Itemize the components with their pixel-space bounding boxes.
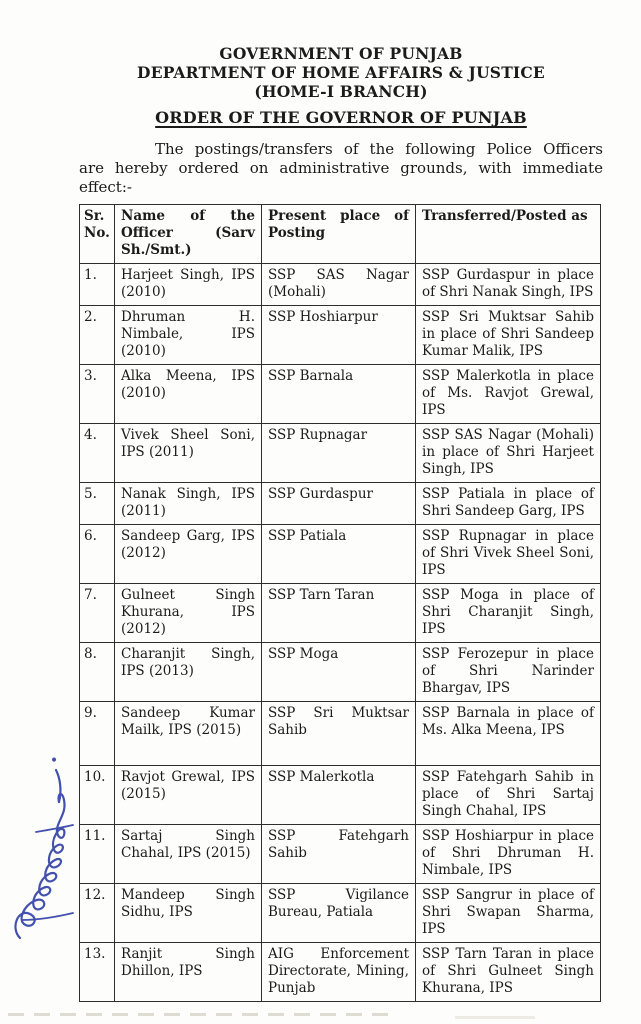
serial-number-cell: 13. [80,943,115,1002]
table-row [80,643,601,702]
transferred-posted-cell: SSP Hoshiarpur in place of Shri Dhruman H. Nimbale, IPS [416,825,601,884]
serial-number-cell: 10. [80,766,115,825]
transferred-posted-cell: SSP Patiala in place of Shri Sandeep Garg, IPS [416,483,601,525]
table-row [80,525,601,584]
present-posting-cell: SSP Gurdaspur [262,483,416,525]
present-posting-cell: SSP Moga [262,643,416,702]
officer-name-cell: Dhruman H. Nimbale, IPS (2010) [115,306,262,365]
serial-number-cell: 4. [80,424,115,483]
officer-name-cell: Harjeet Singh, IPS (2010) [115,264,262,306]
col-header-officer-name: Name of the Officer (Sarv Sh./Smt.) [115,205,262,264]
serial-number-cell: 12. [80,884,115,943]
table-row [80,424,601,483]
present-posting-cell: SSP Tarn Taran [262,584,416,643]
table-header-row [80,205,601,264]
table-row [80,365,601,424]
officer-name-cell: Gulneet Singh Khurana, IPS (2012) [115,584,262,643]
serial-number-cell: 2. [80,306,115,365]
present-posting-cell: SSP Rupnagar [262,424,416,483]
present-posting-cell: SSP Sri Muktsar Sahib [262,702,416,766]
transferred-posted-cell: SSP Ferozepur in place of Shri Narinder Bhargav, IPS [416,643,601,702]
transferred-posted-cell: SSP Malerkotla in place of Ms. Ravjot Grewal, IPS [416,365,601,424]
order-title: ORDER OF THE GOVERNOR OF PUNJAB [155,108,527,127]
col-header-transferred-posted: Transferred/Posted as [416,205,601,264]
transferred-posted-cell: SSP Fatehgarh Sahib in place of Shri Sartaj Singh Chahal, IPS [416,766,601,825]
officer-name-cell: Alka Meena, IPS (2010) [115,365,262,424]
table-row [80,766,601,825]
table-row [80,884,601,943]
present-posting-cell: SSP Vigilance Bureau, Patiala [262,884,416,943]
government-title: GOVERNMENT OF PUNJAB [219,44,463,63]
col-header-present-posting: Present place of Posting [262,205,416,264]
table-row [80,264,601,306]
serial-number-cell: 5. [80,483,115,525]
present-posting-cell: SSP SAS Nagar (Mohali) [262,264,416,306]
transferred-posted-cell: SSP Rupnagar in place of Shri Vivek Sheel Soni, IPS [416,525,601,584]
serial-number-cell: 7. [80,584,115,643]
serial-number-cell: 11. [80,825,115,884]
present-posting-cell: SSP Barnala [262,365,416,424]
officer-name-cell: Sandeep Garg, IPS (2012) [115,525,262,584]
present-posting-cell: AIG Enforcement Directorate, Mining, Punjab [262,943,416,1002]
table-row [80,702,601,766]
transferred-posted-cell: SSP Tarn Taran in place of Shri Gulneet Singh Khurana, IPS [416,943,601,1002]
serial-number-cell: 6. [80,525,115,584]
serial-number-cell: 1. [80,264,115,306]
table-body [80,264,601,1002]
serial-number-cell: 8. [80,643,115,702]
transferred-posted-cell: SSP Sangrur in place of Shri Swapan Sharma, IPS [416,884,601,943]
officer-name-cell: Nanak Singh, IPS (2011) [115,483,262,525]
scan-smudge [455,1016,535,1019]
department-title: DEPARTMENT OF HOME AFFAIRS & JUSTICE [137,63,545,82]
present-posting-cell: SSP Patiala [262,525,416,584]
handwritten-signature [2,738,82,966]
officer-name-cell: Ravjot Grewal, IPS (2015) [115,766,262,825]
intro-paragraph: The postings/transfers of the following Police Officers are hereby ordered on administrative grounds, with immediate effect:- [79,140,603,196]
present-posting-cell: SSP Hoshiarpur [262,306,416,365]
officer-name-cell: Sartaj Singh Chahal, IPS (2015) [115,825,262,884]
officer-name-cell: Vivek Sheel Soni, IPS (2011) [115,424,262,483]
transferred-posted-cell: SSP Sri Muktsar Sahib in place of Shri Sandeep Kumar Malik, IPS [416,306,601,365]
present-posting-cell: SSP Fatehgarh Sahib [262,825,416,884]
serial-number-cell: 9. [80,702,115,766]
transferred-posted-cell: SSP SAS Nagar (Mohali) in place of Shri Harjeet Singh, IPS [416,424,601,483]
transferred-posted-cell: SSP Gurdaspur in place of Shri Nanak Singh, IPS [416,264,601,306]
transferred-posted-cell: SSP Moga in place of Shri Charanjit Singh, IPS [416,584,601,643]
present-posting-cell: SSP Malerkotla [262,766,416,825]
col-header-sr-no: Sr. No. [80,205,115,264]
transferred-posted-cell: SSP Barnala in place of Ms. Alka Meena, IPS [416,702,601,766]
table-row [80,825,601,884]
table-row [80,306,601,365]
table-row [80,584,601,643]
table-row [80,943,601,1002]
scan-smudge [8,1013,393,1016]
serial-number-cell: 3. [80,365,115,424]
officer-name-cell: Mandeep Singh Sidhu, IPS [115,884,262,943]
officer-name-cell: Charanjit Singh, IPS (2013) [115,643,262,702]
table-row [80,483,601,525]
branch-title: (HOME-I BRANCH) [254,82,428,101]
order-document [79,44,603,1002]
transfer-table [79,204,601,1002]
officer-name-cell: Sandeep Kumar Mailk, IPS (2015) [115,702,262,766]
officer-name-cell: Ranjit Singh Dhillon, IPS [115,943,262,1002]
